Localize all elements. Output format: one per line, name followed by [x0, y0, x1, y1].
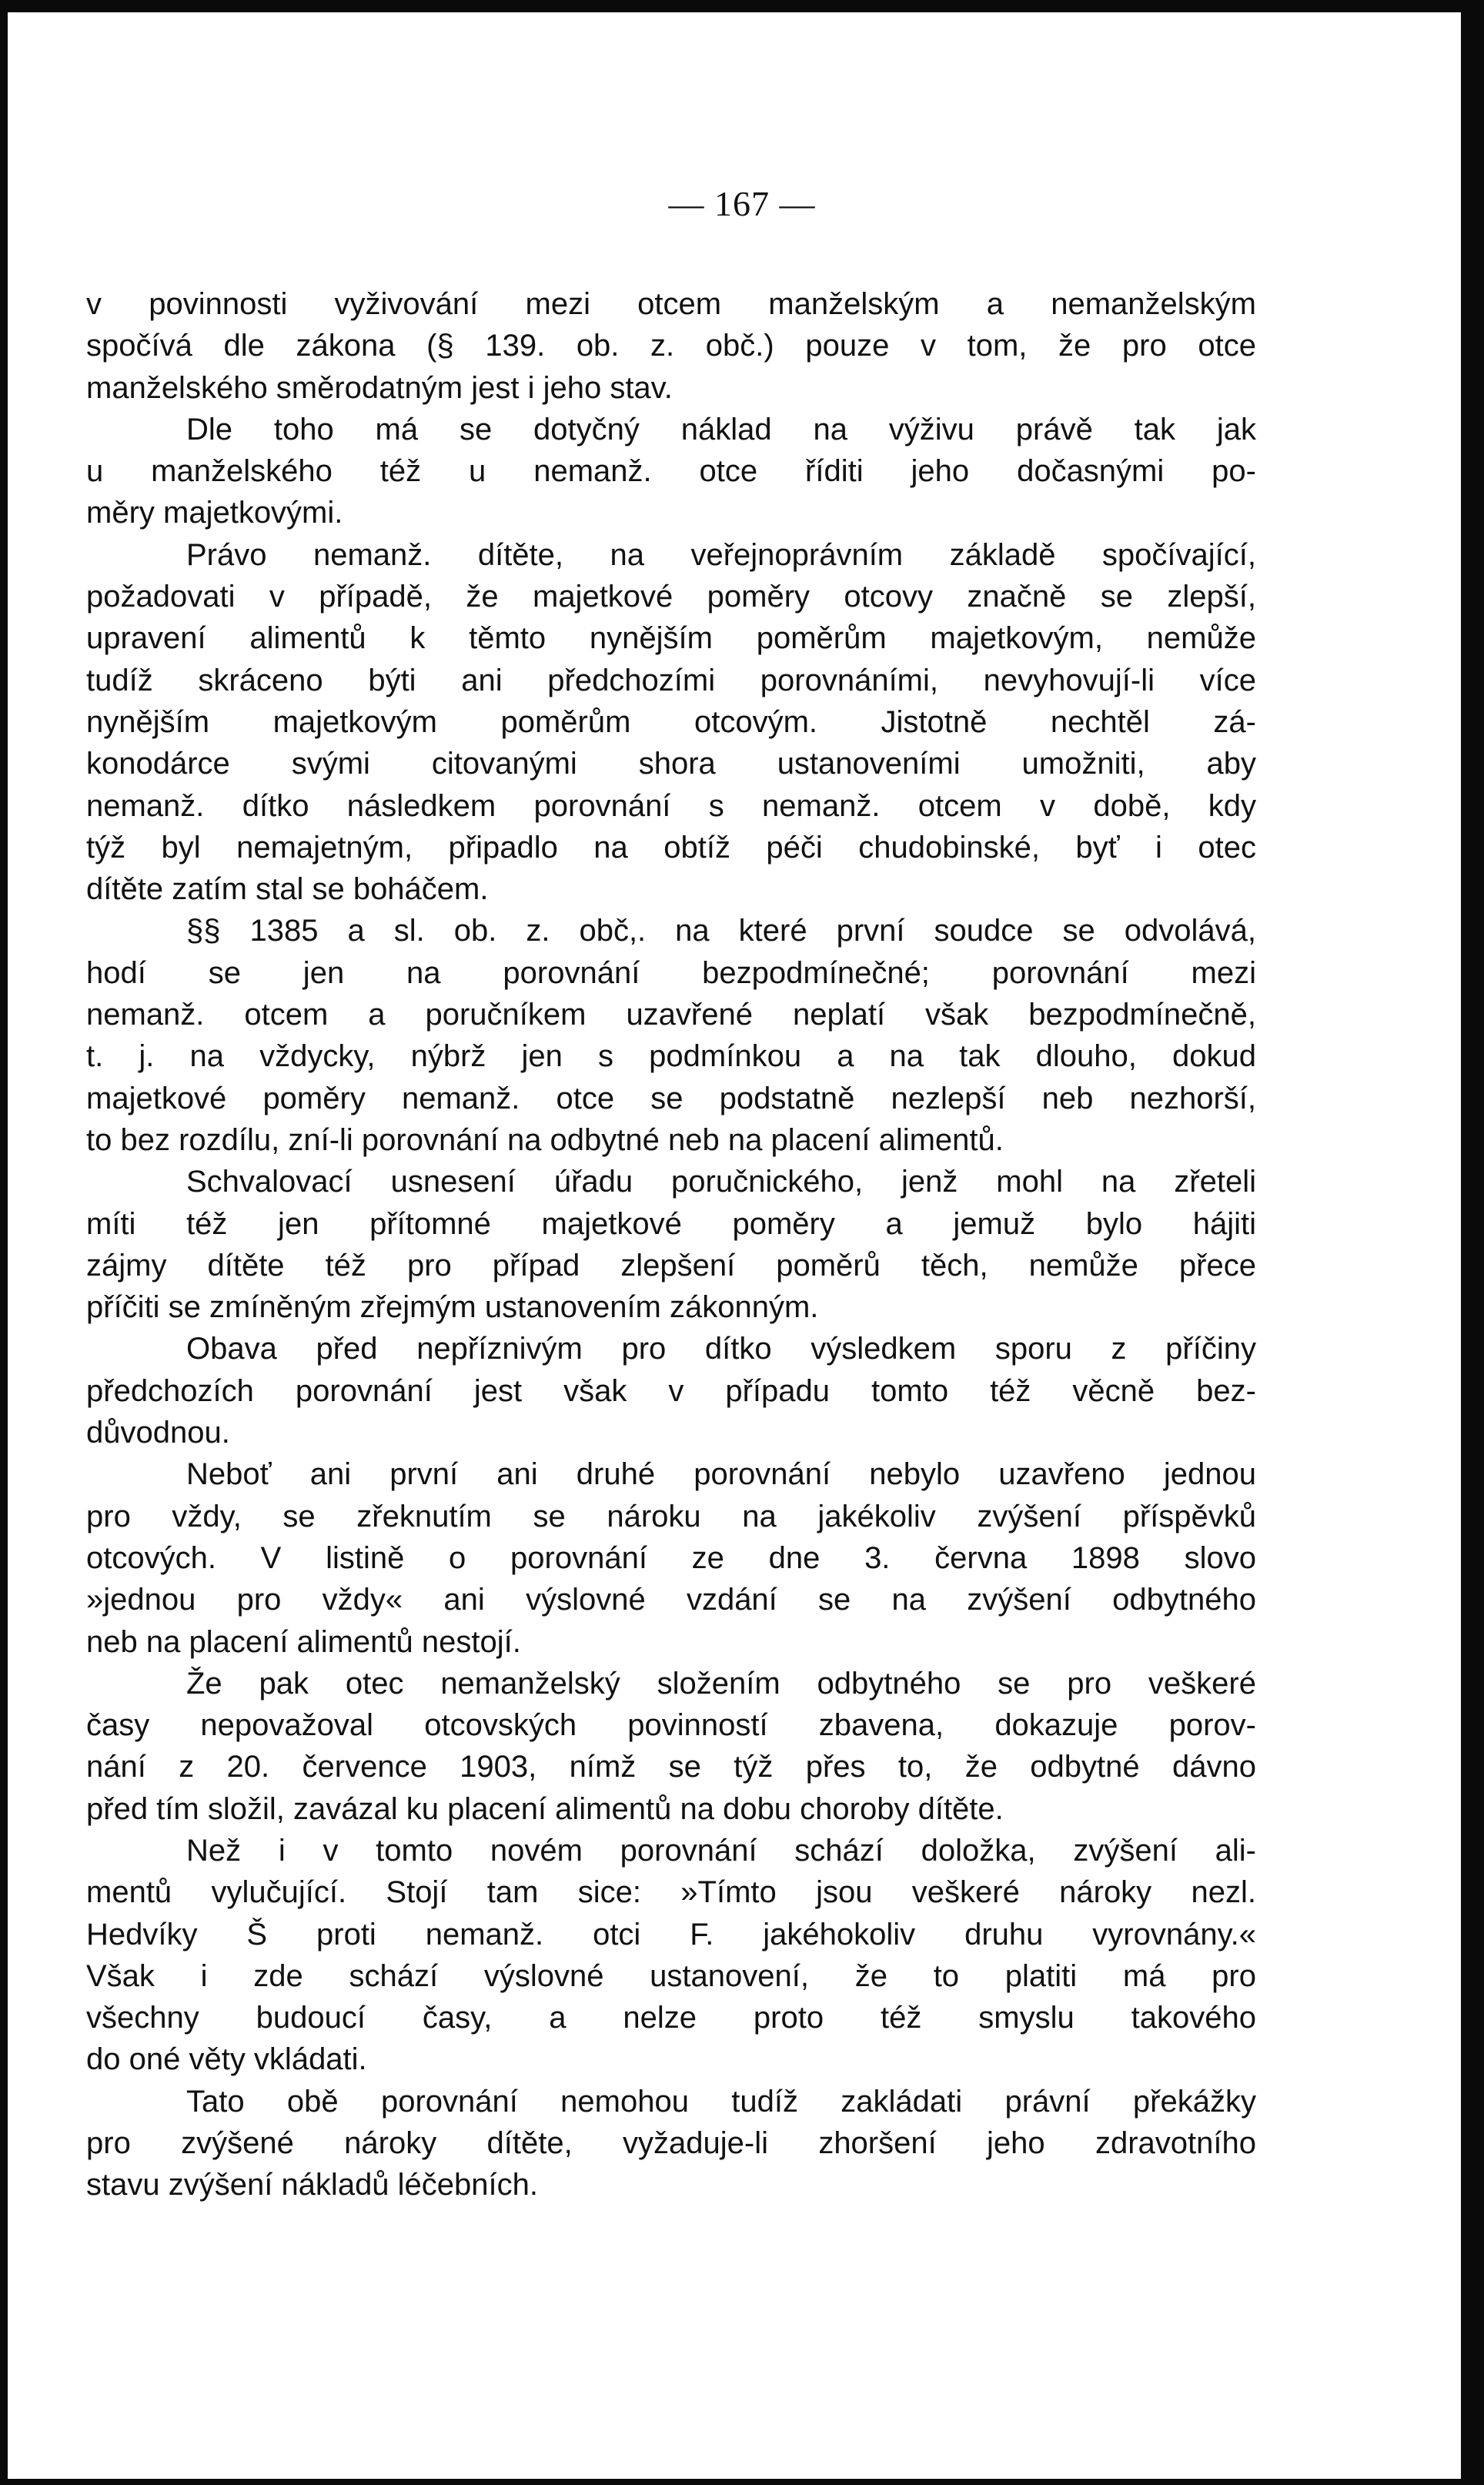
text-line: časy nepovažoval otcovských povinností zbavena, dokazuje porov- [86, 1708, 1256, 1743]
text-line: míti též jen přítomné majetkové poměry a jemuž bylo hájiti [86, 1206, 1256, 1241]
text-line: v povinnosti vyživování mezi otcem manželským a nemanželským [86, 287, 1256, 321]
text-line: Že pak otec nemanželský složením odbytného se pro veškeré [186, 1666, 1256, 1701]
text-line: dítěte zatím stal se boháčem. [86, 872, 489, 907]
text-line: všechny budoucí časy, a nelze proto též smyslu takového [86, 2001, 1256, 2035]
text-line: t. j. na vždycky, nýbrž jen s podmínkou a na tak dlouho, dokud [86, 1039, 1256, 1074]
text-line: Obava před nepříznivým pro dítko výsledkem sporu z příčiny [186, 1332, 1256, 1366]
text-line: u manželského též u nemanž. otce říditi jeho dočasnými po- [86, 454, 1256, 489]
text-line: Hedvíky Š proti nemanž. otci F. jakéhokoliv druhu vyrovnány.« [86, 1917, 1256, 1952]
text-line: příčiti se zmíněným zřejmým ustanovením zákonným. [86, 1290, 819, 1325]
text-line: Schvalovací usnesení úřadu poručnického, jenž mohl na zřeteli [186, 1165, 1256, 1199]
scan-border-left [0, 0, 8, 2485]
text-line: do oné věty vkládati. [86, 2042, 367, 2077]
scan-border-bottom [0, 2479, 1484, 2485]
text-line: nemanž. dítko následkem porovnání s nemanž. otcem v době, kdy [86, 788, 1256, 823]
page-number: — 167 — [668, 184, 816, 223]
text-line: nání z 20. července 1903, nímž se týž přes to, že odbytné dávno [86, 1750, 1256, 1784]
text-line: §§ 1385 a sl. ob. z. obč,. na které první soudce se odvolává, [186, 914, 1256, 948]
text-line: stavu zvýšení nákladů léčebních. [86, 2168, 539, 2202]
text-line: týž byl nemajetným, připadlo na obtíž péči chudobinské, byť i otec [86, 830, 1256, 865]
text-line: neb na placení alimentů nestojí. [86, 1624, 521, 1659]
text-line: otcových. V listině o porovnání ze dne 3. června 1898 slovo [86, 1540, 1256, 1575]
text-line: předchozích porovnání jest však v případu tomto též věcně bez- [86, 1373, 1256, 1408]
text-line: manželského směrodatným jest i jeho stav. [86, 370, 673, 405]
text-line: hodí se jen na porovnání bezpodmínečné; porovnání mezi [86, 955, 1256, 990]
text-line: zájmy dítěte též pro případ zlepšení poměrů těch, nemůže přece [86, 1248, 1256, 1283]
scan-border-top [0, 0, 1484, 12]
text-line: pro vždy, se zřeknutím se nároku na jakékoliv zvýšení příspěvků [86, 1499, 1256, 1533]
text-line: konodárce svými citovanými shora ustanoveními umožniti, aby [86, 747, 1256, 781]
text-line: Neboť ani první ani druhé porovnání nebylo uzavřeno jednou [186, 1457, 1256, 1492]
text-line: »jednou pro vždy« ani výslovné vzdání se na zvýšení odbytného [86, 1583, 1256, 1617]
text-line: mentů vylučující. Stojí tam sice: »Tímto jsou veškeré nároky nezl. [86, 1875, 1256, 1910]
text-line: majetkové poměry nemanž. otce se podstatně nezlepší neb nezhorší, [86, 1081, 1256, 1115]
body-text [86, 283, 1256, 2206]
text-line: tudíž skráceno býti ani předchozími porovnáními, nevyhovují-li více [86, 663, 1256, 697]
text-line: požadovati v případě, že majetkové poměry otcovy značně se zlepší, [86, 580, 1256, 614]
scan-border-right [1461, 0, 1484, 2485]
text-line: Však i zde schází výslovné ustanovení, že to platiti má pro [86, 1958, 1256, 1993]
text-line: upravení alimentů k těmto nynějším poměrům majetkovým, nemůže [86, 621, 1256, 656]
text-line: nemanž. otcem a poručníkem uzavřené neplatí však bezpodmínečně, [86, 998, 1256, 1032]
text-line: Tato obě porovnání nemohou tudíž zakládati právní překážky [186, 2084, 1256, 2119]
text-line: před tím složil, zavázal ku placení alimentů na dobu choroby dítěte. [86, 1791, 1004, 1826]
text-line: měry majetkovými. [86, 496, 343, 530]
text-line: Než i v tomto novém porovnání schází doložka, zvýšení ali- [186, 1833, 1256, 1868]
text-line: důvodnou. [86, 1416, 230, 1450]
text-line: pro zvýšené nároky dítěte, vyžaduje-li zhoršení jeho zdravotního [86, 2126, 1256, 2161]
text-line: Právo nemanž. dítěte, na veřejnoprávním základě spočívající, [186, 537, 1256, 572]
text-line: spočívá dle zákona (§ 139. ob. z. obč.) pouze v tom, že pro otce [86, 329, 1256, 363]
text-line: nynějším majetkovým poměrům otcovým. Jistotně nechtěl zá- [86, 704, 1256, 739]
text-line: to bez rozdílu, zní-li porovnání na odbytné neb na placení alimentů. [86, 1122, 1004, 1157]
text-line: Dle toho má se dotyčný náklad na výživu právě tak jak [186, 412, 1256, 446]
